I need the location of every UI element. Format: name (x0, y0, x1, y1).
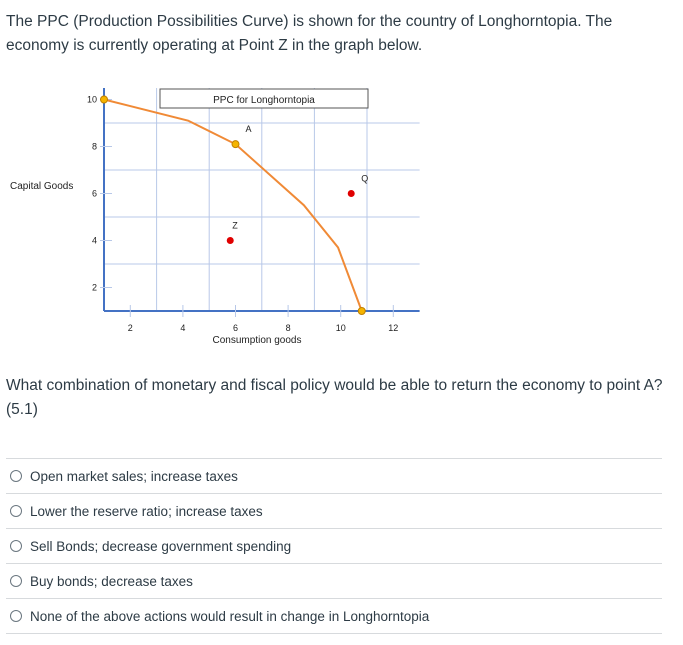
option-label: Open market sales; increase taxes (30, 468, 238, 484)
x-tick-label: 8 (285, 323, 291, 333)
radio-button[interactable] (10, 575, 22, 587)
y-tick-label: 4 (91, 235, 97, 246)
x-tick-label: 2 (127, 323, 133, 333)
radio-button[interactable] (10, 540, 22, 552)
answer-options (6, 458, 662, 634)
y-tick-label: 8 (91, 141, 97, 152)
x-axis-label: Consumption goods (212, 335, 302, 346)
option-label: Sell Bonds; decrease government spending (30, 538, 292, 554)
radio-button[interactable] (10, 470, 22, 482)
option-1[interactable] (6, 493, 662, 528)
x-tick-label: 4 (180, 323, 186, 333)
x-tick-label: 6 (232, 323, 239, 333)
option-label: Buy bonds; decrease taxes (30, 573, 193, 589)
x-tick-label: 10 (335, 323, 346, 333)
question-intro: The PPC (Production Possibilities Curve) is shown for the country of Longhorntopia. The economy is currently operating at Point Z in the graph below. (6, 13, 613, 54)
point-q (348, 190, 355, 197)
option-0[interactable] (6, 458, 662, 493)
y-axis-label: Capital Goods (10, 181, 74, 192)
y-tick-label: 2 (91, 282, 97, 293)
ppc-curve (104, 100, 362, 312)
point-label-q: Q (361, 173, 369, 184)
chart-title: PPC for Longhorntopia (213, 95, 315, 106)
y-tick-label: 6 (91, 188, 97, 199)
radio-button[interactable] (10, 610, 22, 622)
option-3[interactable] (6, 563, 662, 598)
point-label-a: A (245, 124, 252, 135)
y-tick-label: 10 (86, 94, 97, 105)
option-label: Lower the reserve ratio; increase taxes (30, 503, 263, 519)
option-2[interactable] (6, 528, 662, 563)
x-tick-label: 12 (388, 323, 399, 333)
curve-marker (232, 141, 239, 148)
ppc-chart (0, 80, 420, 360)
curve-marker (358, 308, 365, 315)
option-4[interactable] (6, 598, 662, 634)
curve-marker (101, 96, 108, 103)
point-z (227, 237, 234, 244)
point-label-z: Z (232, 220, 238, 231)
question-text: What combination of monetary and fiscal policy would be able to return the economy to point A? (5.1) (6, 377, 663, 418)
option-label: None of the above actions would result in change in Longhorntopia (30, 608, 430, 624)
radio-button[interactable] (10, 505, 22, 517)
